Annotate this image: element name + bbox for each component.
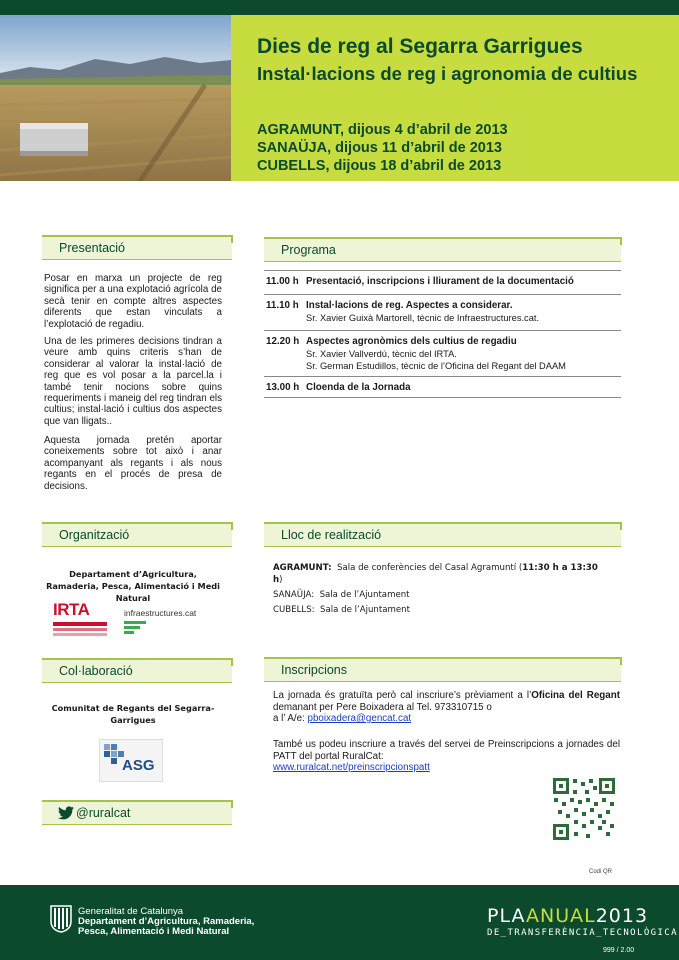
pla-anual-subtitle: DE_TRANSFERÈNCIA_TECNOLÒGICA	[487, 928, 678, 938]
generalitat-name: Generalitat de Catalunya	[78, 906, 184, 917]
program-speaker: Sr. Xavier Vallverdú, tècnic del IRTA.	[306, 349, 457, 359]
qr-code	[551, 776, 617, 842]
lloc-text-end: )	[279, 575, 283, 585]
inscripcions-paragraph-2	[273, 739, 620, 774]
ruralcat-link[interactable]: www.ruralcat.net/preinscripcionspatt	[273, 762, 430, 773]
program-time: 13.00 h	[266, 382, 300, 393]
program-title: Aspectes agronòmics dels cultius de regadiu	[306, 336, 517, 347]
field-photo	[0, 15, 231, 181]
lloc-agramunt	[273, 563, 598, 573]
collaboracio-heading-label: Col·laboració	[59, 664, 133, 678]
anual-text: ANUAL	[526, 905, 596, 927]
presentacio-paragraph: Aquesta jornada pretén aportar coneixements sobre tot això i anar acompanyant als regants i als nous regants en el procés de presa de decisions.	[44, 435, 222, 492]
lloc-place: CUBELLS:	[273, 605, 315, 615]
lloc-agramunt-wrap	[273, 575, 282, 585]
comunitat-regants-name: Comunitat de Regants del Segarra-Garrigues	[51, 703, 215, 725]
year-text: 2013	[595, 905, 649, 927]
infraestructures-logo	[124, 608, 214, 634]
event-date-agramunt: AGRAMUNT, dijous 4 d’abril de 2013	[257, 122, 508, 138]
program-title: Presentació, inscripcions i lliurament de la documentació	[306, 276, 574, 287]
presentacio-heading-label: Presentació	[59, 241, 126, 255]
generalitat-emblem-icon	[50, 905, 72, 933]
inscripcions-heading	[264, 657, 621, 682]
pla-anual-logo	[487, 905, 648, 927]
presentacio-heading	[42, 235, 232, 260]
program-title: Instal·lacions de reg. Aspectes a considerar.	[306, 300, 513, 311]
twitter-heading	[42, 800, 232, 825]
lloc-text: Sala de conferències del Casal Agramuntí (	[337, 563, 523, 573]
lloc-sanauja	[273, 590, 410, 600]
event-subtitle: Instal·lacions de reg i agronomia de cultius	[257, 63, 638, 84]
inscripcions-heading-label: Inscripcions	[281, 663, 347, 677]
presentacio-paragraph: Posar en marxa un projecte de reg significa per a una explotació agrícola de secà tenir en compte altres aspectes diferents que estan vinculats a l’explotació de regadiu.	[44, 273, 222, 330]
lloc-place: SANAÜJA:	[273, 590, 315, 600]
asg-logo-text: ASG	[122, 757, 155, 774]
organitzacio-heading	[42, 522, 232, 547]
qr-label: Codi QR	[589, 869, 613, 875]
inscripcions-text: demanant per Pere Boixadera al Tel. 973310715 o	[273, 701, 492, 713]
program-time: 11.10 h	[266, 300, 299, 311]
program-item	[264, 294, 621, 328]
department-line-2: Pesca, Alimentació i Medi Natural	[78, 926, 230, 937]
department-name: Departament d’Agricultura, Ramaderia, Pesca, Alimentació i Medi Natural	[46, 569, 220, 603]
document-code: 999 / 2.00	[603, 947, 635, 954]
program-item	[264, 376, 621, 398]
program-item	[264, 270, 621, 294]
program-item	[264, 330, 621, 376]
top-bar	[0, 0, 679, 15]
infraestructures-logo-text: infraestructures.cat	[124, 608, 197, 618]
lloc-text: Sala de l’Ajuntament	[320, 605, 410, 615]
event-date-cubells: CUBELLS, dijous 18 d’abril de 2013	[257, 158, 502, 174]
lloc-place: AGRAMUNT:	[273, 563, 332, 573]
program-time: 12.20 h	[266, 336, 300, 347]
inscripcions-paragraph	[273, 690, 620, 725]
irta-logo-text: IRTA	[53, 600, 90, 619]
event-title: Dies de reg al Segarra Garrigues	[257, 35, 583, 58]
department-line-1: Departament d’Agricultura, Ramaderia,	[78, 916, 255, 927]
inscripcions-text: També us podeu inscriure a través del servei de Preinscripcions a jornades del PATT del portal RuralCat:	[273, 739, 620, 762]
lloc-heading-label: Lloc de realització	[281, 528, 382, 542]
hero-panel	[231, 15, 679, 181]
oficina-regant: Oficina del Regant	[531, 690, 620, 701]
lloc-time-end: h	[273, 575, 280, 585]
lloc-cubells	[273, 605, 410, 615]
twitter-handle[interactable]: @ruralcat	[76, 806, 131, 820]
inscripcions-text: a l’ A/e:	[273, 713, 308, 724]
twitter-icon	[58, 806, 74, 820]
program-speaker: Sr. Xavier Guixà Martorell, tècnic de Infraestructures.cat.	[306, 313, 540, 323]
presentacio-paragraph: Una de les primeres decisions tindran a veure amb quins criteris s’han de considerar al valorar la instal·lació de reg que es vol posar a la parcel.la i també tenir nocions sobre quins requeriments i maneig del reg tindran els cultius; instal·lació i cultius dos aspectes que van lligats..	[44, 336, 222, 427]
programa-heading	[264, 237, 621, 262]
inscripcions-text: La jornada és gratuïta però cal inscriure’s prèviament a l’	[273, 690, 532, 701]
pla-text: PLA	[487, 905, 527, 927]
organitzacio-heading-label: Organització	[59, 528, 130, 542]
irta-logo	[53, 600, 109, 634]
programa-heading-label: Programa	[281, 243, 336, 257]
program-speaker: Sr. German Estudillos, tècnic de l’Oficina del Regant del DAAM	[306, 361, 566, 371]
lloc-text: Sala de l’Ajuntament	[319, 590, 410, 600]
email-link[interactable]: pboixadera@gencat.cat	[307, 713, 412, 724]
event-date-sanauja: SANAÜJA, dijous 11 d’abril de 2013	[257, 140, 502, 156]
program-title: Cloenda de la Jornada	[306, 382, 411, 393]
lloc-time: 11:30 h a 13:30	[522, 563, 598, 573]
footer	[0, 885, 679, 960]
program-time: 11.00 h	[266, 276, 299, 287]
asg-logo	[99, 739, 163, 782]
lloc-heading	[264, 522, 621, 547]
collaboracio-heading	[42, 658, 232, 683]
